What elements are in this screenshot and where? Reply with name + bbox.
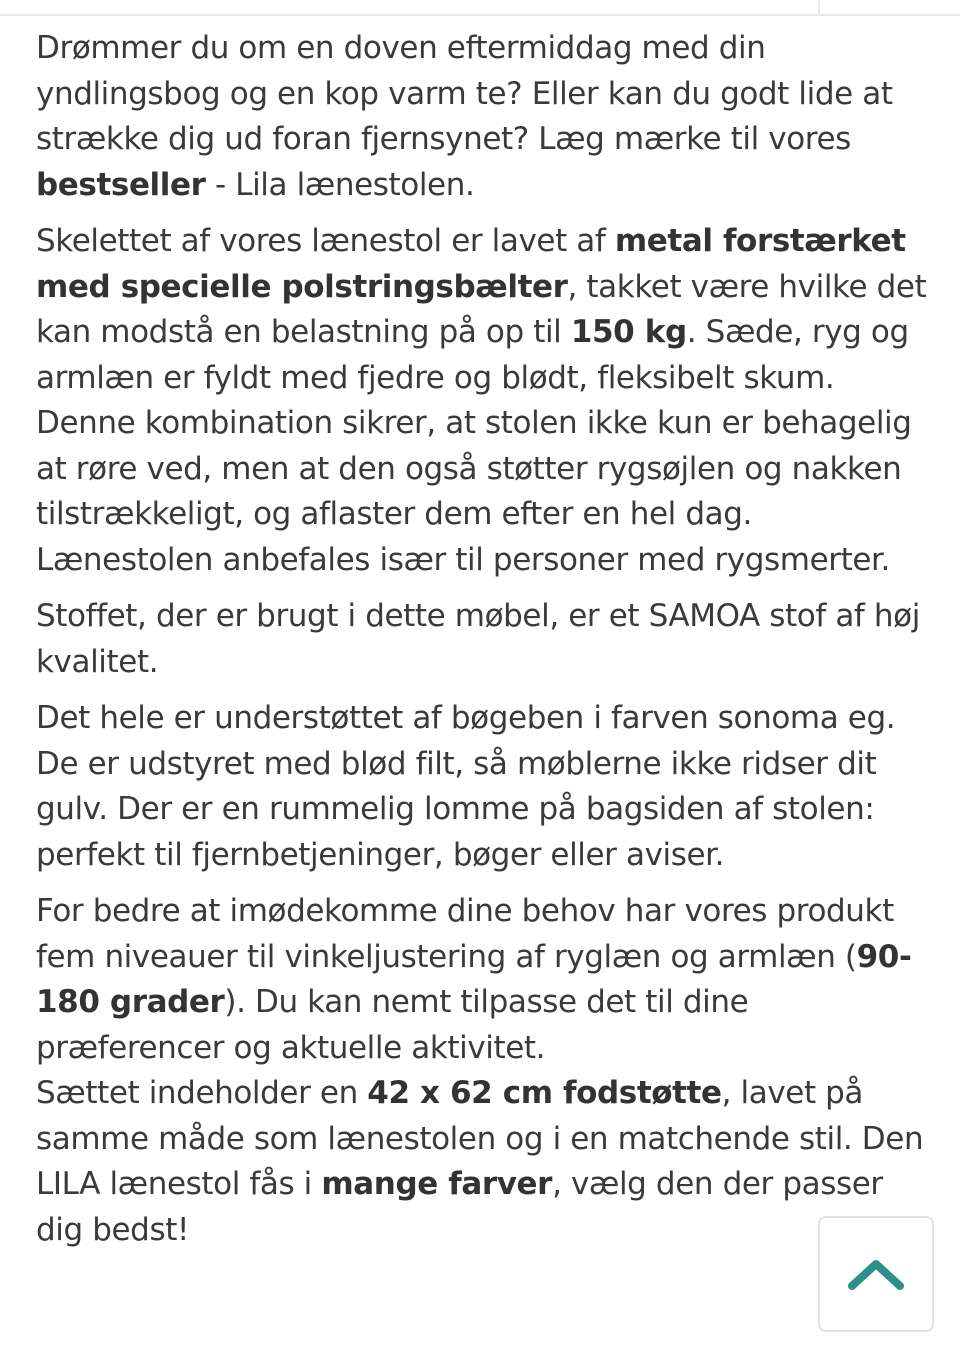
bold-text: 90-180 grader (36, 938, 912, 1020)
product-description (36, 26, 936, 1253)
top-divider (0, 0, 960, 16)
bold-text: 150 kg (570, 314, 687, 350)
text-segment: , vælg den der passer dig bedst! (36, 1166, 883, 1248)
text-segment: - Lila lænestolen. (205, 166, 475, 203)
paragraph-frame (36, 219, 936, 583)
paragraph-adjustment (36, 889, 936, 1071)
paragraph-intro (36, 26, 936, 208)
text-segment: Det hele er understøttet af bøgeben i farven sonoma eg. De er udstyret med blød filt, så møblerne ikke ridser dit gulv. Der er en rummelig lomme på bagsiden af stolen: perfekt til fjernbetjeninger, bøger eller aviser. (36, 700, 896, 873)
bold-text: 42 x 62 cm fodstøtte (367, 1075, 722, 1111)
text-segment: Stoffet, der er brugt i dette møbel, er et SAMOA stof af høj kvalitet. (36, 598, 920, 680)
bold-text: bestseller (36, 166, 206, 203)
text-segment: . Sæde, ryg og armlæn er fyldt med fjedre og blødt, fleksibelt skum. Denne kombination sikrer, at stolen ikke kun er behagelig at røre ved, men at den også støtter rygsøjlen og nakken tilstrækkeligt, og aflaster dem efter en hel dag. Lænestolen anbefales især til personer med rygsmerter. (36, 314, 912, 578)
text-segment: , lavet på samme måde som lænestolen og i en matchende stil. Den LILA lænestol fås i (36, 1075, 924, 1202)
top-divider-tick (818, 0, 820, 16)
scroll-to-top-button[interactable] (818, 1216, 934, 1332)
paragraph-footstool (36, 1071, 936, 1253)
text-segment: Skelettet af vores lænestol er lavet af (36, 223, 615, 259)
paragraph-fabric (36, 594, 936, 685)
text-segment: Sættet indeholder en (36, 1075, 368, 1111)
chevron-up-icon (846, 1254, 906, 1294)
bold-text: metal forstærket med specielle polstringsbælter (36, 223, 906, 305)
text-segment: For bedre at imødekomme dine behov har vores produkt fem niveauer til vinkeljustering af ryglæn og armlæn ( (36, 893, 894, 975)
paragraph-legs (36, 696, 936, 878)
text-segment: Drømmer du om en doven eftermiddag med din yndlingsbog og en kop varm te? Eller kan du godt lide at strække dig ud foran fjernsynet? Læg mærke til vores (36, 30, 893, 157)
text-segment: , takket være hvilke det kan modstå en belastning på op til (36, 268, 927, 350)
bold-text: mange farver (321, 1166, 553, 1202)
text-segment: ). Du kan nemt tilpasse det til dine præferencer og aktuelle aktivitet. (36, 984, 749, 1066)
